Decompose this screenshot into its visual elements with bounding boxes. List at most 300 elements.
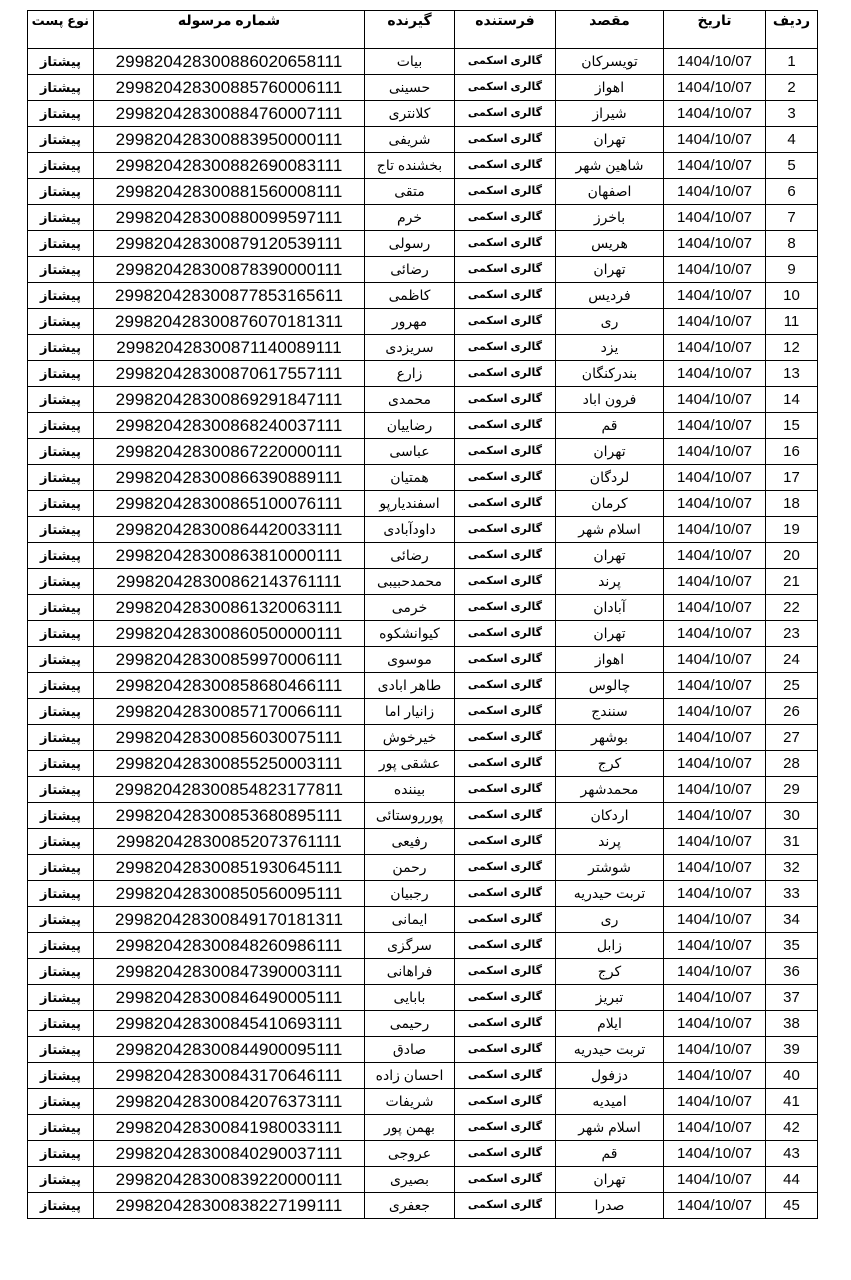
table-row	[28, 1037, 818, 1063]
row-tracking-number: 299820428300868240037111	[94, 413, 365, 439]
row-sender: گالری اسکمی	[455, 569, 556, 595]
row-receiver: رضائی	[365, 543, 455, 569]
row-tracking-number: 299820428300842076373111	[94, 1089, 365, 1115]
row-tracking-number: 299820428300854823177811	[94, 777, 365, 803]
row-receiver: خیرخوش	[365, 725, 455, 751]
row-index: 3	[766, 101, 818, 127]
row-receiver: ایمانی	[365, 907, 455, 933]
row-index: 25	[766, 673, 818, 699]
row-tracking-number: 299820428300876070181311	[94, 309, 365, 335]
row-index: 14	[766, 387, 818, 413]
row-receiver: طاهر ابادی	[365, 673, 455, 699]
row-destination: تهران	[556, 127, 664, 153]
row-sender: گالری اسکمی	[455, 75, 556, 101]
row-post-type: پیشتاز	[28, 153, 94, 179]
table-row	[28, 647, 818, 673]
row-date: 1404/10/07	[664, 595, 766, 621]
table-row	[28, 1115, 818, 1141]
row-tracking-number: 299820428300865100076111	[94, 491, 365, 517]
row-date: 1404/10/07	[664, 803, 766, 829]
row-index: 22	[766, 595, 818, 621]
row-date: 1404/10/07	[664, 933, 766, 959]
row-sender: گالری اسکمی	[455, 1115, 556, 1141]
row-post-type: پیشتاز	[28, 1063, 94, 1089]
table-row	[28, 933, 818, 959]
row-receiver: داودآبادی	[365, 517, 455, 543]
row-index: 1	[766, 49, 818, 75]
row-destination: بوشهر	[556, 725, 664, 751]
table-row	[28, 595, 818, 621]
row-destination: زابل	[556, 933, 664, 959]
header-post-type: نوع پست	[28, 11, 94, 49]
row-sender: گالری اسکمی	[455, 855, 556, 881]
table-body	[28, 49, 818, 1219]
row-destination: ری	[556, 907, 664, 933]
table-row	[28, 335, 818, 361]
row-index: 17	[766, 465, 818, 491]
row-post-type: پیشتاز	[28, 1037, 94, 1063]
row-index: 35	[766, 933, 818, 959]
row-index: 29	[766, 777, 818, 803]
row-index: 8	[766, 231, 818, 257]
table-row	[28, 153, 818, 179]
row-date: 1404/10/07	[664, 621, 766, 647]
row-tracking-number: 299820428300838227199111	[94, 1193, 365, 1219]
row-date: 1404/10/07	[664, 1089, 766, 1115]
row-post-type: پیشتاز	[28, 907, 94, 933]
row-sender: گالری اسکمی	[455, 647, 556, 673]
row-post-type: پیشتاز	[28, 49, 94, 75]
row-receiver: کیوانشکوه	[365, 621, 455, 647]
row-tracking-number: 299820428300853680895111	[94, 803, 365, 829]
row-sender: گالری اسکمی	[455, 881, 556, 907]
header-destination: مقصد	[556, 11, 664, 49]
row-destination: اصفهان	[556, 179, 664, 205]
row-sender: گالری اسکمی	[455, 309, 556, 335]
row-date: 1404/10/07	[664, 153, 766, 179]
row-index: 7	[766, 205, 818, 231]
row-post-type: پیشتاز	[28, 959, 94, 985]
table-row	[28, 699, 818, 725]
table-row	[28, 985, 818, 1011]
row-destination: تهران	[556, 439, 664, 465]
row-index: 2	[766, 75, 818, 101]
row-post-type: پیشتاز	[28, 387, 94, 413]
row-date: 1404/10/07	[664, 309, 766, 335]
row-post-type: پیشتاز	[28, 179, 94, 205]
row-post-type: پیشتاز	[28, 1193, 94, 1219]
row-receiver: رجبیان	[365, 881, 455, 907]
row-tracking-number: 299820428300869291847111	[94, 387, 365, 413]
row-post-type: پیشتاز	[28, 777, 94, 803]
row-tracking-number: 299820428300850560095111	[94, 881, 365, 907]
row-date: 1404/10/07	[664, 1037, 766, 1063]
row-index: 24	[766, 647, 818, 673]
row-receiver: خرمی	[365, 595, 455, 621]
row-date: 1404/10/07	[664, 543, 766, 569]
table-header	[28, 11, 818, 49]
row-sender: گالری اسکمی	[455, 361, 556, 387]
row-post-type: پیشتاز	[28, 647, 94, 673]
row-index: 39	[766, 1037, 818, 1063]
row-tracking-number: 299820428300840290037111	[94, 1141, 365, 1167]
row-date: 1404/10/07	[664, 205, 766, 231]
row-receiver: همتیان	[365, 465, 455, 491]
row-receiver: مهرور	[365, 309, 455, 335]
row-index: 15	[766, 413, 818, 439]
row-date: 1404/10/07	[664, 387, 766, 413]
row-date: 1404/10/07	[664, 725, 766, 751]
row-index: 40	[766, 1063, 818, 1089]
row-sender: گالری اسکمی	[455, 725, 556, 751]
row-date: 1404/10/07	[664, 413, 766, 439]
row-receiver: عشقی پور	[365, 751, 455, 777]
table-row	[28, 205, 818, 231]
table-row	[28, 1011, 818, 1037]
row-tracking-number: 299820428300841980033111	[94, 1115, 365, 1141]
row-receiver: رضائی	[365, 257, 455, 283]
row-tracking-number: 299820428300855250003111	[94, 751, 365, 777]
table-row	[28, 283, 818, 309]
row-index: 45	[766, 1193, 818, 1219]
row-destination: فرون اباد	[556, 387, 664, 413]
row-destination: ایلام	[556, 1011, 664, 1037]
row-index: 33	[766, 881, 818, 907]
row-tracking-number: 299820428300882690083111	[94, 153, 365, 179]
row-index: 37	[766, 985, 818, 1011]
row-index: 30	[766, 803, 818, 829]
row-index: 41	[766, 1089, 818, 1115]
row-receiver: رضاییان	[365, 413, 455, 439]
row-receiver: بیات	[365, 49, 455, 75]
header-tracking-number: شماره مرسوله	[94, 11, 365, 49]
row-date: 1404/10/07	[664, 1193, 766, 1219]
row-sender: گالری اسکمی	[455, 335, 556, 361]
table-row	[28, 517, 818, 543]
row-tracking-number: 299820428300856030075111	[94, 725, 365, 751]
row-receiver: اسفندیارپو	[365, 491, 455, 517]
row-sender: گالری اسکمی	[455, 465, 556, 491]
row-destination: شاهین شهر	[556, 153, 664, 179]
row-post-type: پیشتاز	[28, 933, 94, 959]
row-receiver: رحیمی	[365, 1011, 455, 1037]
row-post-type: پیشتاز	[28, 621, 94, 647]
row-tracking-number: 299820428300862143761111	[94, 569, 365, 595]
row-post-type: پیشتاز	[28, 543, 94, 569]
row-receiver: رفیعی	[365, 829, 455, 855]
table-row	[28, 75, 818, 101]
row-date: 1404/10/07	[664, 283, 766, 309]
table-row	[28, 543, 818, 569]
row-sender: گالری اسکمی	[455, 205, 556, 231]
row-receiver: احسان زاده	[365, 1063, 455, 1089]
row-receiver: خرم	[365, 205, 455, 231]
row-sender: گالری اسکمی	[455, 283, 556, 309]
row-post-type: پیشتاز	[28, 829, 94, 855]
row-date: 1404/10/07	[664, 1063, 766, 1089]
row-sender: گالری اسکمی	[455, 1089, 556, 1115]
row-tracking-number: 299820428300885760006111	[94, 75, 365, 101]
row-post-type: پیشتاز	[28, 1115, 94, 1141]
row-date: 1404/10/07	[664, 439, 766, 465]
row-destination: شوشتر	[556, 855, 664, 881]
table-row	[28, 621, 818, 647]
row-index: 32	[766, 855, 818, 881]
row-receiver: محمدی	[365, 387, 455, 413]
row-post-type: پیشتاز	[28, 1089, 94, 1115]
row-receiver: فراهانی	[365, 959, 455, 985]
row-tracking-number: 299820428300858680466111	[94, 673, 365, 699]
row-destination: تبریز	[556, 985, 664, 1011]
row-index: 13	[766, 361, 818, 387]
row-destination: هریس	[556, 231, 664, 257]
table-row	[28, 179, 818, 205]
row-date: 1404/10/07	[664, 907, 766, 933]
row-tracking-number: 299820428300861320063111	[94, 595, 365, 621]
row-date: 1404/10/07	[664, 673, 766, 699]
row-date: 1404/10/07	[664, 647, 766, 673]
row-destination: تربت حیدریه	[556, 881, 664, 907]
row-sender: گالری اسکمی	[455, 179, 556, 205]
row-index: 4	[766, 127, 818, 153]
row-sender: گالری اسکمی	[455, 517, 556, 543]
row-receiver: شریفی	[365, 127, 455, 153]
row-sender: گالری اسکمی	[455, 699, 556, 725]
row-date: 1404/10/07	[664, 335, 766, 361]
row-tracking-number: 299820428300867220000111	[94, 439, 365, 465]
row-date: 1404/10/07	[664, 777, 766, 803]
row-post-type: پیشتاز	[28, 1167, 94, 1193]
row-tracking-number: 299820428300877853165611	[94, 283, 365, 309]
row-sender: گالری اسکمی	[455, 933, 556, 959]
table-row	[28, 465, 818, 491]
table-row	[28, 101, 818, 127]
shipments-table	[27, 10, 818, 1219]
row-receiver: بابایی	[365, 985, 455, 1011]
table-row	[28, 1167, 818, 1193]
row-post-type: پیشتاز	[28, 439, 94, 465]
row-date: 1404/10/07	[664, 1141, 766, 1167]
row-tracking-number: 299820428300851930645111	[94, 855, 365, 881]
row-sender: گالری اسکمی	[455, 1011, 556, 1037]
row-post-type: پیشتاز	[28, 751, 94, 777]
row-sender: گالری اسکمی	[455, 257, 556, 283]
table-row	[28, 907, 818, 933]
row-date: 1404/10/07	[664, 855, 766, 881]
table-row	[28, 829, 818, 855]
row-destination: دزفول	[556, 1063, 664, 1089]
row-tracking-number: 299820428300884760007111	[94, 101, 365, 127]
row-post-type: پیشتاز	[28, 309, 94, 335]
row-sender: گالری اسکمی	[455, 829, 556, 855]
header-receiver: گیرنده	[365, 11, 455, 49]
row-receiver: بیننده	[365, 777, 455, 803]
row-receiver: رحمن	[365, 855, 455, 881]
row-receiver: کلانتری	[365, 101, 455, 127]
row-sender: گالری اسکمی	[455, 439, 556, 465]
row-index: 38	[766, 1011, 818, 1037]
row-date: 1404/10/07	[664, 881, 766, 907]
row-date: 1404/10/07	[664, 829, 766, 855]
row-receiver: زانیار اما	[365, 699, 455, 725]
row-post-type: پیشتاز	[28, 491, 94, 517]
row-post-type: پیشتاز	[28, 699, 94, 725]
row-destination: تهران	[556, 621, 664, 647]
row-date: 1404/10/07	[664, 257, 766, 283]
row-tracking-number: 299820428300886020658111	[94, 49, 365, 75]
row-sender: گالری اسکمی	[455, 1141, 556, 1167]
row-index: 19	[766, 517, 818, 543]
row-post-type: پیشتاز	[28, 881, 94, 907]
row-date: 1404/10/07	[664, 179, 766, 205]
row-post-type: پیشتاز	[28, 855, 94, 881]
row-tracking-number: 299820428300881560008111	[94, 179, 365, 205]
row-index: 27	[766, 725, 818, 751]
row-date: 1404/10/07	[664, 127, 766, 153]
row-destination: لردگان	[556, 465, 664, 491]
row-sender: گالری اسکمی	[455, 1037, 556, 1063]
row-tracking-number: 299820428300848260986111	[94, 933, 365, 959]
row-post-type: پیشتاز	[28, 1141, 94, 1167]
row-index: 5	[766, 153, 818, 179]
row-index: 12	[766, 335, 818, 361]
row-date: 1404/10/07	[664, 1167, 766, 1193]
row-sender: گالری اسکمی	[455, 1063, 556, 1089]
row-post-type: پیشتاز	[28, 465, 94, 491]
row-sender: گالری اسکمی	[455, 985, 556, 1011]
table-row	[28, 231, 818, 257]
row-sender: گالری اسکمی	[455, 491, 556, 517]
row-tracking-number: 299820428300846490005111	[94, 985, 365, 1011]
row-post-type: پیشتاز	[28, 205, 94, 231]
header-date: تاریخ	[664, 11, 766, 49]
row-receiver: شریفات	[365, 1089, 455, 1115]
table-row	[28, 1089, 818, 1115]
row-sender: گالری اسکمی	[455, 413, 556, 439]
header-row	[28, 11, 818, 49]
row-date: 1404/10/07	[664, 101, 766, 127]
row-receiver: جعفری	[365, 1193, 455, 1219]
row-sender: گالری اسکمی	[455, 387, 556, 413]
row-destination: قم	[556, 1141, 664, 1167]
row-post-type: پیشتاز	[28, 1011, 94, 1037]
row-tracking-number: 299820428300845410693111	[94, 1011, 365, 1037]
row-destination: اهواز	[556, 75, 664, 101]
row-destination: پرند	[556, 829, 664, 855]
row-receiver: رسولی	[365, 231, 455, 257]
table-row	[28, 413, 818, 439]
row-receiver: سریزدی	[365, 335, 455, 361]
row-tracking-number: 299820428300847390003111	[94, 959, 365, 985]
row-date: 1404/10/07	[664, 49, 766, 75]
row-post-type: پیشتاز	[28, 517, 94, 543]
row-destination: تویسرکان	[556, 49, 664, 75]
row-receiver: زارع	[365, 361, 455, 387]
row-receiver: پورروستائی	[365, 803, 455, 829]
row-sender: گالری اسکمی	[455, 959, 556, 985]
row-post-type: پیشتاز	[28, 231, 94, 257]
row-tracking-number: 299820428300860500000111	[94, 621, 365, 647]
table-row	[28, 491, 818, 517]
row-receiver: بصیری	[365, 1167, 455, 1193]
row-sender: گالری اسکمی	[455, 153, 556, 179]
row-date: 1404/10/07	[664, 985, 766, 1011]
row-tracking-number: 299820428300870617557111	[94, 361, 365, 387]
table-row	[28, 127, 818, 153]
row-receiver: متقی	[365, 179, 455, 205]
row-sender: گالری اسکمی	[455, 127, 556, 153]
row-index: 44	[766, 1167, 818, 1193]
row-tracking-number: 299820428300883950000111	[94, 127, 365, 153]
row-tracking-number: 299820428300878390000111	[94, 257, 365, 283]
row-destination: تهران	[556, 1167, 664, 1193]
header-sender: فرستنده	[455, 11, 556, 49]
table-row	[28, 49, 818, 75]
table-row	[28, 309, 818, 335]
row-sender: گالری اسکمی	[455, 49, 556, 75]
row-receiver: عروجی	[365, 1141, 455, 1167]
row-sender: گالری اسکمی	[455, 1167, 556, 1193]
row-post-type: پیشتاز	[28, 127, 94, 153]
header-index: ردیف	[766, 11, 818, 49]
row-sender: گالری اسکمی	[455, 803, 556, 829]
row-date: 1404/10/07	[664, 751, 766, 777]
row-destination: اردکان	[556, 803, 664, 829]
row-post-type: پیشتاز	[28, 413, 94, 439]
row-date: 1404/10/07	[664, 569, 766, 595]
row-post-type: پیشتاز	[28, 725, 94, 751]
row-destination: کرج	[556, 959, 664, 985]
row-index: 31	[766, 829, 818, 855]
row-tracking-number: 299820428300849170181311	[94, 907, 365, 933]
row-date: 1404/10/07	[664, 1011, 766, 1037]
row-index: 6	[766, 179, 818, 205]
row-post-type: پیشتاز	[28, 75, 94, 101]
row-destination: یزد	[556, 335, 664, 361]
row-post-type: پیشتاز	[28, 361, 94, 387]
row-tracking-number: 299820428300871140089111	[94, 335, 365, 361]
row-destination: ری	[556, 309, 664, 335]
row-receiver: بهمن پور	[365, 1115, 455, 1141]
table-row	[28, 1063, 818, 1089]
row-sender: گالری اسکمی	[455, 907, 556, 933]
row-index: 42	[766, 1115, 818, 1141]
row-destination: تربت حیدریه	[556, 1037, 664, 1063]
row-destination: آبادان	[556, 595, 664, 621]
row-receiver: حسینی	[365, 75, 455, 101]
row-tracking-number: 299820428300852073761111	[94, 829, 365, 855]
row-post-type: پیشتاز	[28, 803, 94, 829]
table-row	[28, 1141, 818, 1167]
row-destination: اهواز	[556, 647, 664, 673]
table-row	[28, 751, 818, 777]
row-index: 16	[766, 439, 818, 465]
row-destination: فردیس	[556, 283, 664, 309]
row-destination: سنندج	[556, 699, 664, 725]
row-post-type: پیشتاز	[28, 595, 94, 621]
row-post-type: پیشتاز	[28, 335, 94, 361]
row-sender: گالری اسکمی	[455, 595, 556, 621]
row-post-type: پیشتاز	[28, 673, 94, 699]
row-index: 11	[766, 309, 818, 335]
row-date: 1404/10/07	[664, 959, 766, 985]
row-tracking-number: 299820428300880099597111	[94, 205, 365, 231]
row-receiver: بخشنده تاج	[365, 153, 455, 179]
row-tracking-number: 299820428300863810000111	[94, 543, 365, 569]
row-date: 1404/10/07	[664, 465, 766, 491]
row-post-type: پیشتاز	[28, 985, 94, 1011]
table-row	[28, 673, 818, 699]
